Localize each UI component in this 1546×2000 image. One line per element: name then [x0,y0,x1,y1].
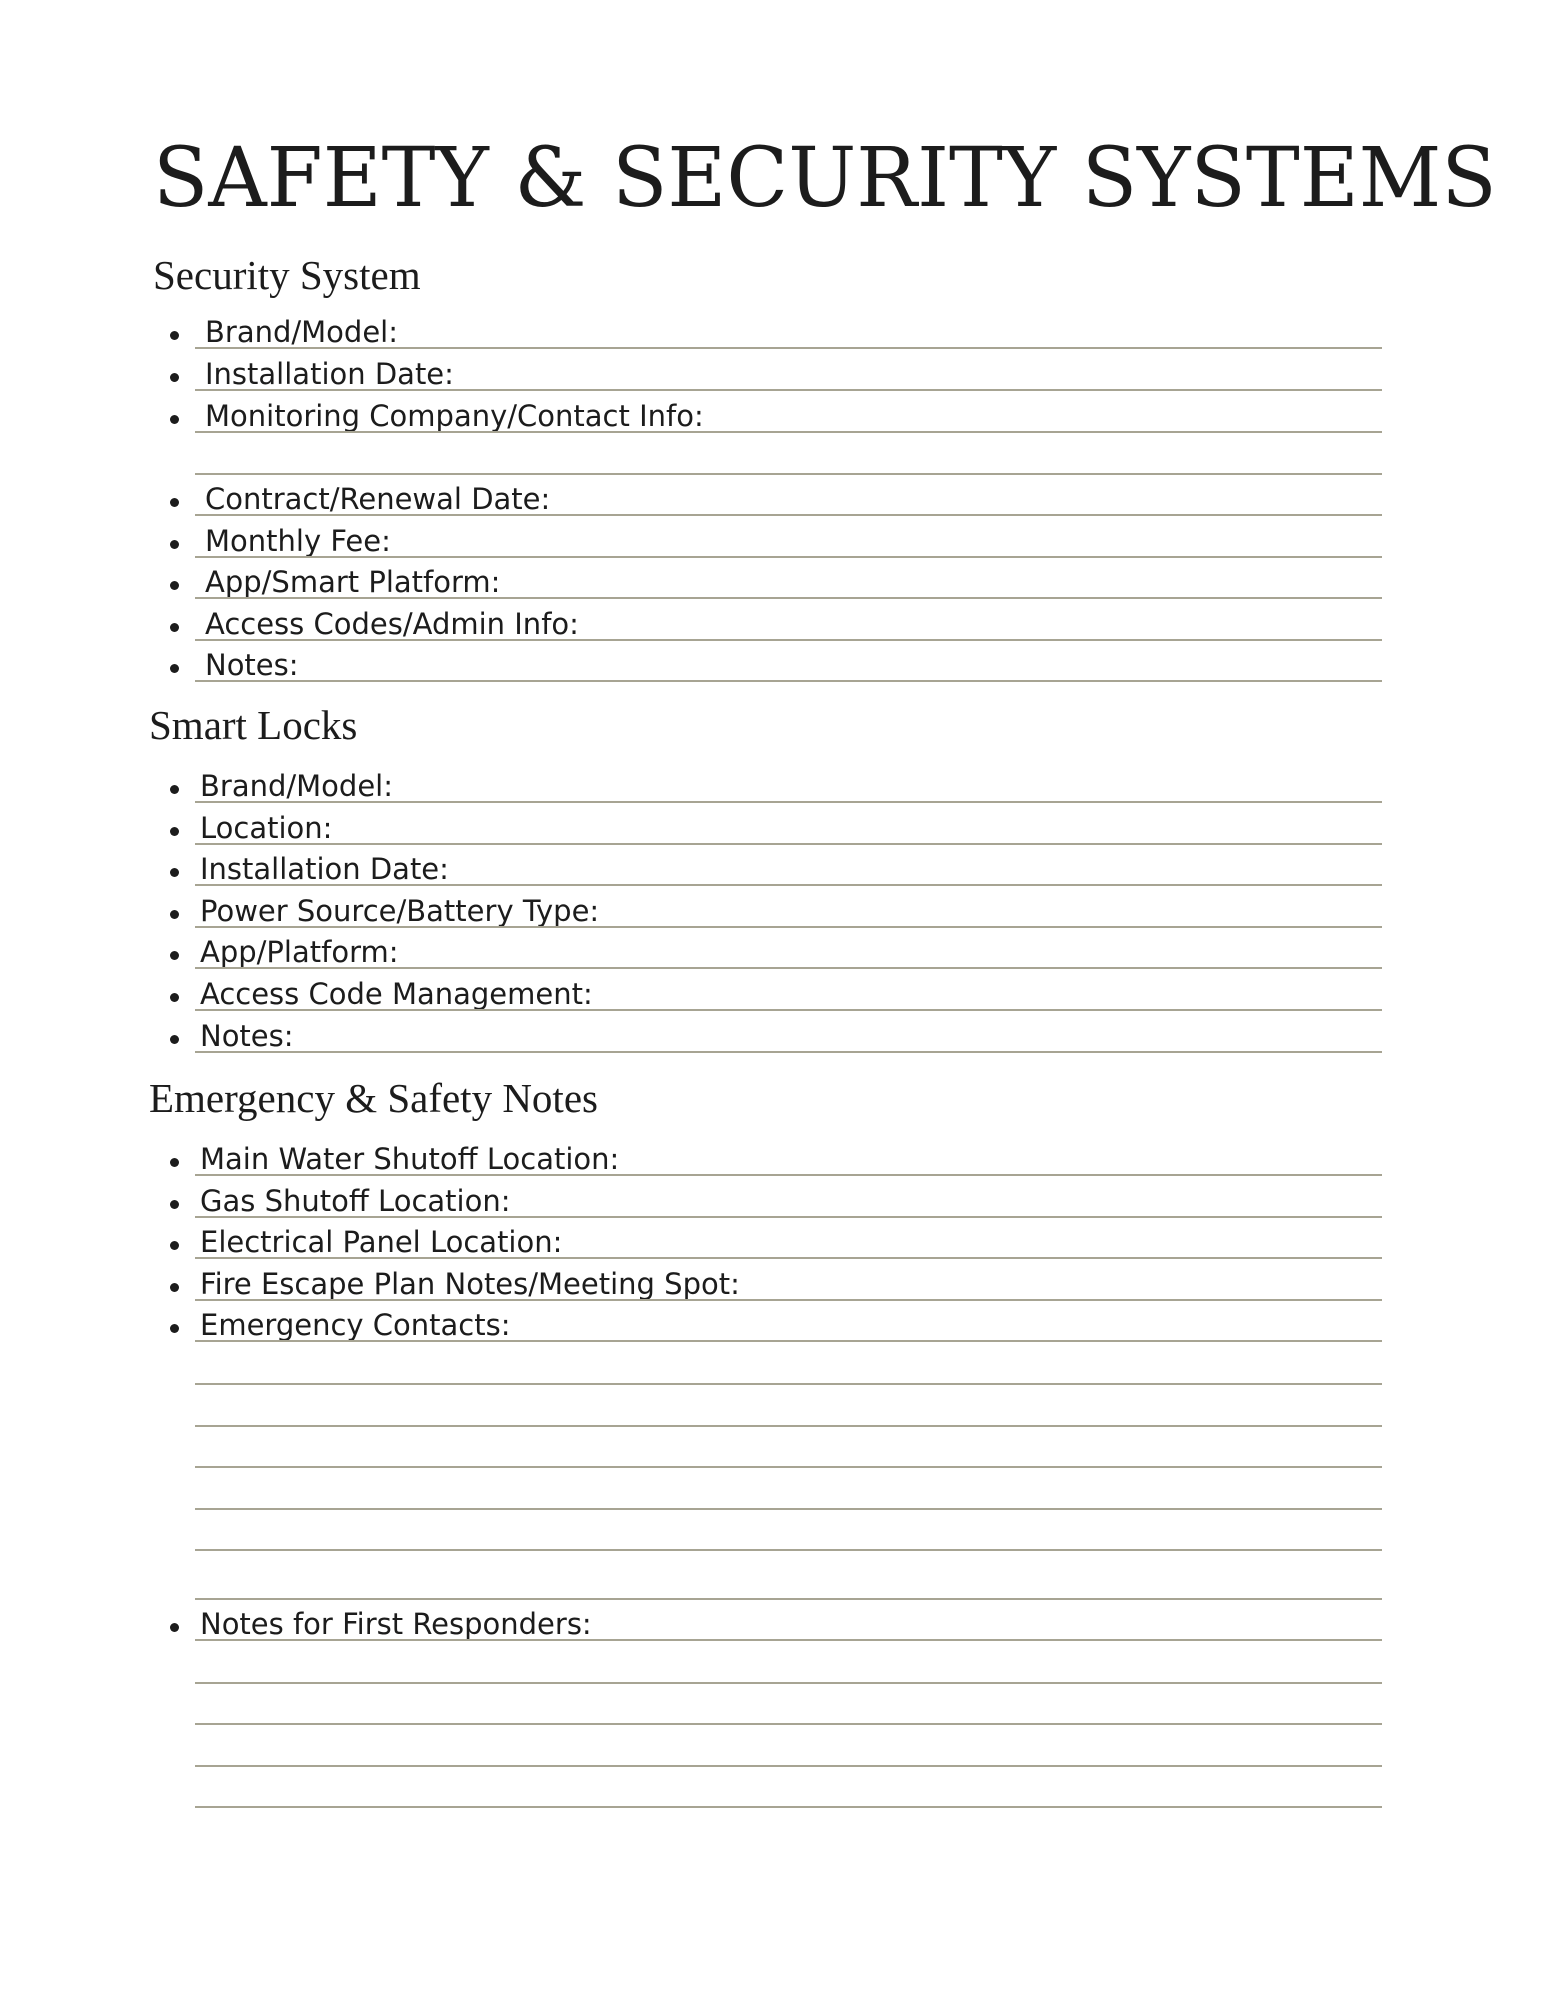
field-locks-notes[interactable] [155,1011,1382,1053]
field-locks-location[interactable] [155,803,1382,845]
field-label: Notes for First Responders: [200,1607,592,1641]
write-line-extra[interactable] [195,1425,1382,1427]
bullet-icon [170,331,179,340]
bullet-icon [170,1283,179,1292]
field-security-monitoring-company[interactable] [155,391,1382,433]
bullet-icon [170,827,179,836]
bullet-icon [170,910,179,919]
field-locks-brand-model[interactable] [155,761,1382,803]
field-label: Main Water Shutoff Location: [200,1142,620,1176]
field-locks-access-code-management[interactable] [155,969,1382,1011]
bullet-icon [170,785,179,794]
field-locks-app-platform[interactable] [155,927,1382,969]
write-line-extra[interactable] [195,1682,1382,1684]
section-heading-smart-locks: Smart Locks [149,702,358,748]
field-water-shutoff-location[interactable] [155,1134,1382,1176]
bullet-icon [170,498,179,507]
bullet-icon [170,1241,179,1250]
bullet-icon [170,1200,179,1209]
field-electrical-panel-location[interactable] [155,1217,1382,1259]
field-locks-installation-date[interactable] [155,844,1382,886]
bullet-icon [170,664,179,673]
field-label: Monthly Fee: [205,524,391,558]
field-gas-shutoff-location[interactable] [155,1176,1382,1218]
bullet-icon [170,623,179,632]
bullet-icon [170,993,179,1002]
bullet-icon [170,540,179,549]
write-line-extra[interactable] [195,1723,1382,1725]
field-label: Installation Date: [200,852,449,886]
field-security-notes[interactable] [155,640,1382,682]
field-label: Monitoring Company/Contact Info: [205,399,704,433]
page-title: SAFETY & SECURITY SYSTEMS [153,131,1497,226]
field-label: Gas Shutoff Location: [200,1184,511,1218]
section-heading-emergency-safety-notes: Emergency & Safety Notes [149,1075,598,1121]
write-line-extra[interactable] [195,1383,1382,1385]
bullet-icon [170,1324,179,1333]
field-label: Power Source/Battery Type: [200,894,600,928]
bullet-icon [170,868,179,877]
field-locks-power-source[interactable] [155,886,1382,928]
write-line-extra[interactable] [195,1466,1382,1468]
field-label: Notes: [205,648,299,682]
field-label: Brand/Model: [205,315,398,349]
field-security-monthly-fee[interactable] [155,516,1382,558]
write-line-extra[interactable] [195,1508,1382,1510]
write-line [195,1639,1382,1641]
write-line [195,431,1382,433]
write-line [195,1340,1382,1342]
field-label: Contract/Renewal Date: [205,482,551,516]
write-line-extra[interactable] [195,1549,1382,1551]
field-security-app-smart-platform[interactable] [155,557,1382,599]
field-security-contract-renewal-date[interactable] [155,474,1382,516]
field-security-access-codes[interactable] [155,599,1382,641]
write-line-extra[interactable] [195,1765,1382,1767]
bullet-icon [170,415,179,424]
field-label: Installation Date: [205,357,454,391]
write-line [195,680,1382,682]
field-fire-escape-plan[interactable] [155,1259,1382,1301]
field-label: Brand/Model: [200,769,393,803]
bullet-icon [170,581,179,590]
field-security-brand-model[interactable] [155,307,1382,349]
write-line [195,1051,1382,1053]
bullet-icon [170,1158,179,1167]
bullet-icon [170,1623,179,1632]
field-label: App/Platform: [200,935,399,969]
field-emergency-contacts[interactable] [155,1300,1382,1342]
bullet-icon [170,373,179,382]
bullet-icon [170,951,179,960]
field-label: Location: [200,811,333,845]
field-label: Access Codes/Admin Info: [205,607,579,641]
field-label: Notes: [200,1019,294,1053]
field-security-installation-date[interactable] [155,349,1382,391]
field-first-responder-notes[interactable] [155,1599,1382,1641]
field-label: Access Code Management: [200,977,593,1011]
write-line-extra[interactable] [195,1806,1382,1808]
bullet-icon [170,1035,179,1044]
field-label: Fire Escape Plan Notes/Meeting Spot: [200,1267,740,1301]
section-heading-security-system: Security System [153,252,421,298]
field-label: Emergency Contacts: [200,1308,511,1342]
field-label: App/Smart Platform: [205,565,501,599]
field-label: Electrical Panel Location: [200,1225,563,1259]
